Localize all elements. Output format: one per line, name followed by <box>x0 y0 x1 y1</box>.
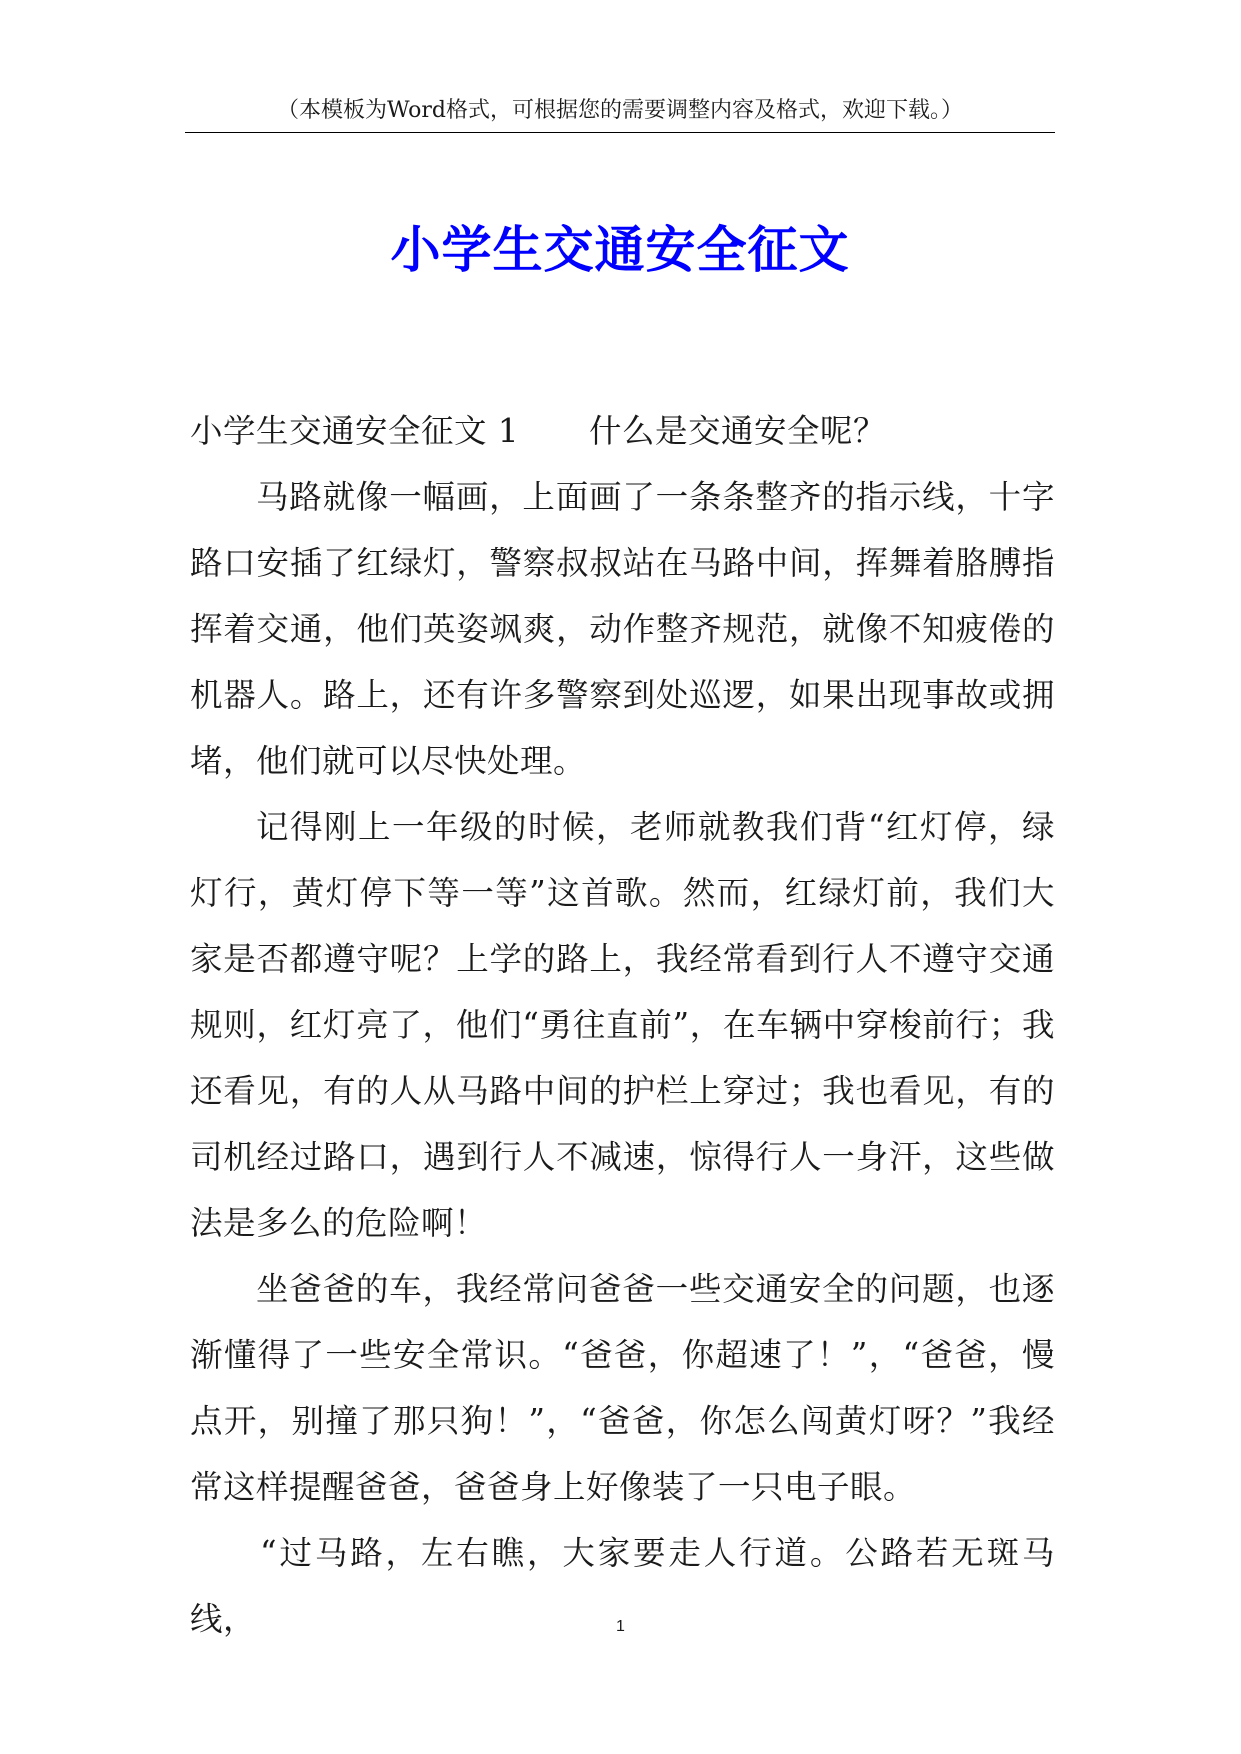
header-note: （本模板为Word格式，可根据您的需要调整内容及格式，欢迎下载。） <box>277 98 963 123</box>
document-body <box>190 398 1055 1652</box>
section-question: 什么是交通安全呢？ <box>589 412 887 450</box>
section-label: 小学生交通安全征文 1 <box>190 412 520 450</box>
paragraph-4: “过马路，左右瞧，大家要走人行道。公路若无斑马线， <box>190 1534 1055 1638</box>
header-divider <box>185 132 1055 133</box>
paragraph-1: 马路就像一幅画，上面画了一条条整齐的指示线，十字路口安插了红绿灯，警察叔叔站在马路中间，挥舞着胳膊指挥着交通，他们英姿飒爽，动作整齐规范，就像不知疲倦的机器人。路上，还有许多警察到处巡逻，如果出现事故或拥堵，他们就可以尽快处理。 <box>190 478 1055 780</box>
paragraph-2: 记得刚上一年级的时候，老师就教我们背“红灯停，绿灯行，黄灯停下等一等”这首歌。然而，红绿灯前，我们大家是否都遵守呢？上学的路上，我经常看到行人不遵守交通规则，红灯亮了，他们“勇往直前”，在车辆中穿梭前行；我还看见，有的人从马路中间的护栏上穿过；我也看见，有的司机经过路口，遇到行人不减速，惊得行人一身汗，这些做法是多么的危险啊！ <box>190 808 1055 1242</box>
paragraph-3: 坐爸爸的车，我经常问爸爸一些交通安全的问题，也逐渐懂得了一些安全常识。“爸爸，你超速了！”，“爸爸，慢点开，别撞了那只狗！”，“爸爸，你怎么闯黄灯呀？”我经常这样提醒爸爸，爸爸身上好像装了一只电子眼。 <box>190 1270 1055 1506</box>
page-number: 1 <box>616 1618 625 1635</box>
document-title: 小学生交通安全征文 <box>390 220 850 279</box>
section-heading <box>190 398 1055 464</box>
